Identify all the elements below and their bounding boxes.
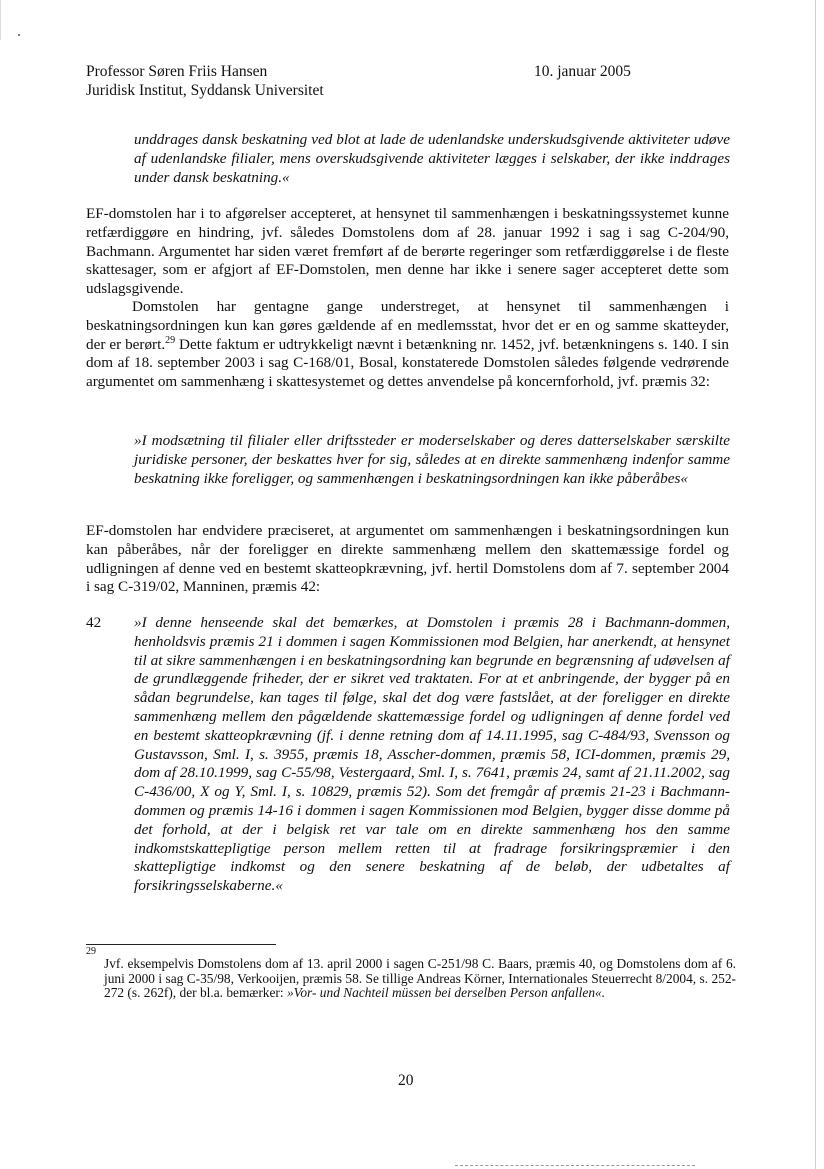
header-date: 10. januar 2005 [534,63,631,80]
page-edge [815,0,816,1169]
footnote-quote: »Vor- und Nachteil müssen bei derselben Person anfallen«. [286,985,606,1001]
paragraph-1: EF-domstolen har i to afgørelser accepteret, at hensynet til sammenhængen i beskatningssystemet kunne retfærdiggøre en hindring, jvf. således Domstolens dom af 28. januar 1992 i sag i sag C-204/90, Bachmann. Argumentet har siden været fremført af de berørte regeringer som retfærdiggørelse i de fleste skattesager, som er afgjort af EF-Domstolen, men denne har ikke i senere sager accepteret dette som udslagsgivende. [86,205,729,298]
block-quote-3: »I denne henseende skal det bemærkes, at Domstolen i præmis 28 i Bachmann-dommen, henholdsvis præmis 21 i dommen i sagen Kommissionen mod Belgien, har anerkendt, at hensynet til at sikre sammenhængen i en beskatningsordning kan begrunde en begrænsning af udøvelsen af de grundlæggende friheder, der er sikret ved traktaten. For at et anbringende, der bygger på en sådan begrundelse, kan tages til følge, skal det dog være fastslået, at der foreligger en direkte sammenhæng mellem den pågældende skattemæssige fordel og udligningen af denne fordel ved en bestemt skatteopkrævning (jf. i denne retning dom af 14.11.1995, sag C-484/93, Svensson og Gustavsson, Sml. I, s. 3955, præmis 18, Asscher-dommen, præmis 58, ICI-dommen, præmis 29, dom af 28.10.1999, sag C-55/98, Vestergaard, Sml. I, s. 7641, præmis 24, samt af 21.11.2002, sag C-436/00, X og Y, Sml. I, s. 10829, præmis 52). Som det fremgår af præmis 21-23 i Bachmann-dommen og præmis 14-16 i dommen i sagen Kommissionen mod Belgien, bygger disse domme på det forhold, at der i belgisk ret var tale om en direkte sammenhæng hos den samme indkomstskattepligtige person mellem retten til at fradrage forsikringspræmier i den skattepligtige indkomst og den senere beskatning af de beløb, der udbetaltes af forsikringsselskaberne.« [134,614,730,895]
paragraph-3: EF-domstolen har endvidere præciseret, at argumentet om sammenhængen i beskatningsordningen kun kan påberåbes, når der foreligger en direkte sammenhæng mellem den skattemæssige fordel og udligningen af denne ved en bestemt skatteopkrævning, jvf. hertil Domstolens dom af 7. september 2004 i sag C-319/02, Manninen, præmis 42: [86,522,729,596]
footnote-number: 29 [86,946,96,957]
footnote-29 [86,945,736,1001]
footnote-body: Jvf. eksempelvis Domstolens dom af 13. april 2000 i sagen C-251/98 C. Baars, præmis 40, og Domstolens dom af 6. juni 2000 i sag C-35/98, Verkooijen, præmis 58. Se tillige Andreas Körner, Internationales Steuerrecht 8/2004, s. 252-272 (s. 262f), der bl.a. bemærker: [104,956,736,1001]
scan-speck [18,34,20,36]
scan-bottom-marks [455,1165,695,1168]
page-number: 20 [398,1072,414,1089]
block-quote-2: »I modsætning til filialer eller driftssteder er moderselskaber og deres datterselskaber særskilte juridiske personer, der beskattes hver for sig, således at en direkte sammenhæng indenfor samme beskatning ikke foreligger, og sammenhængen i beskatningsordningen kan ikke påberåbes« [134,432,730,487]
page-edge-left [0,0,1,40]
quote-paragraph-number: 42 [86,614,102,631]
footnote-ref-29[interactable]: 29 [165,334,176,346]
header-author: Professor Søren Friis Hansen [86,63,268,80]
footnote-text [104,945,736,1001]
paragraph-2-part-b: Dette faktum er udtrykkeligt nævnt i betænkning nr. 1452, jvf. betænkningens s. 140. I sin dom af 18. september 2003 i sag C-168/01, Bosal, konstaterede Domstolen således følgende vedrørende argumentet om sammenhæng i skattesystemet og dettes anvendelse på koncernforhold, jvf. præmis 32: [86,335,729,391]
paragraph-2-part-a: Domstolen har gentagne gange understreget, at hensynet til sammenhængen i beskatningsordningen kun kan gøres gældende af en medlemsstat, hvor det er en og samme skatteyder, der er berørt. [86,298,729,353]
header-institution: Juridisk Institut, Syddansk Universitet [86,82,324,99]
page-header-left [86,62,324,100]
paragraph-2 [86,298,729,392]
block-quote-1: unddrages dansk beskatning ved blot at lade de udenlandske underskudsgivende aktiviteter udøve af udenlandske filialer, mens overskudsgivende aktiviteter lægges i selskaber, der ikke inddrages under dansk beskatning.« [134,131,730,186]
